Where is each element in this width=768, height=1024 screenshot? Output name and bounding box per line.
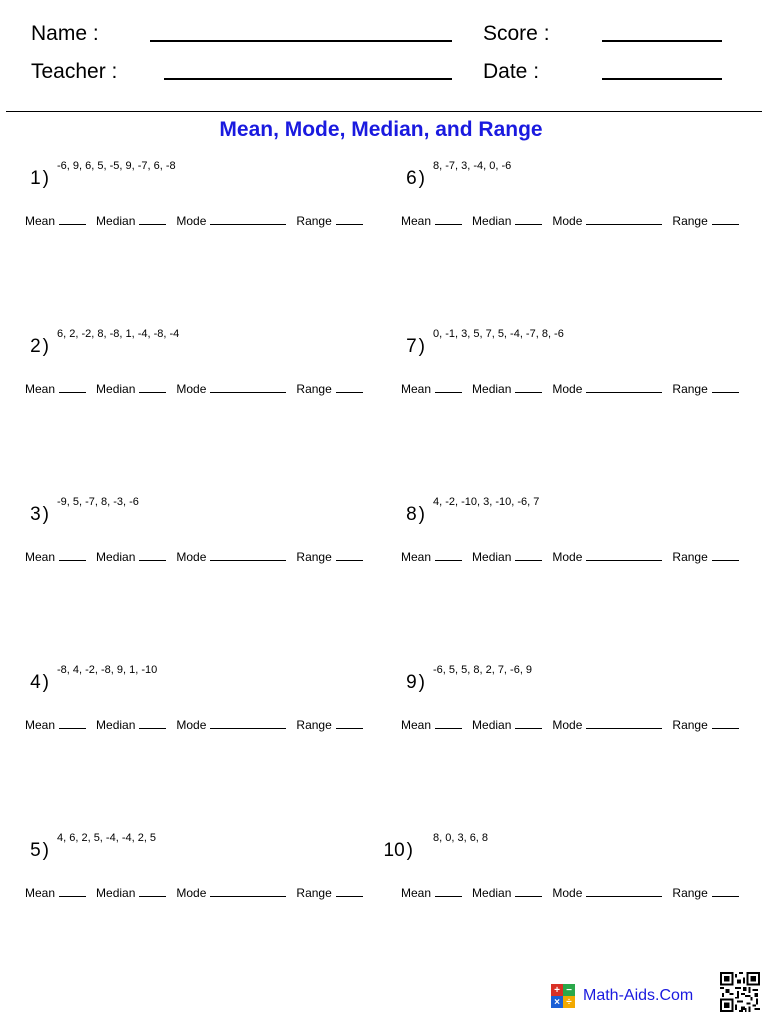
mode-answer-blank[interactable]	[586, 382, 662, 393]
mean-label: Mean	[25, 718, 56, 732]
median-label: Median	[472, 382, 512, 396]
problem-number-paren: )	[42, 840, 49, 861]
answer-row	[401, 550, 739, 564]
answer-row	[25, 382, 363, 396]
date-line[interactable]	[602, 78, 722, 80]
answer-row	[401, 382, 739, 396]
answer-row	[25, 718, 363, 732]
times-symbol: ×	[551, 996, 563, 1008]
score-label: Score :	[483, 22, 550, 45]
mean-label: Mean	[25, 550, 56, 564]
range-label: Range	[672, 382, 708, 396]
median-label: Median	[96, 886, 136, 900]
mean-answer-blank[interactable]	[59, 718, 86, 729]
problem-number	[5, 672, 49, 694]
problem-9	[401, 664, 768, 760]
median-label: Median	[96, 550, 136, 564]
problem-number	[381, 504, 425, 526]
median-label: Median	[96, 718, 136, 732]
name-label: Name :	[31, 22, 99, 45]
problem-data-set: 8, 0, 3, 6, 8	[433, 832, 489, 844]
problem-number	[381, 336, 425, 358]
mode-answer-blank[interactable]	[210, 214, 286, 225]
problem-number-value: 10	[383, 840, 405, 861]
problem-number-paren: )	[42, 504, 49, 525]
range-label: Range	[296, 886, 332, 900]
range-label: Range	[672, 886, 708, 900]
median-answer-blank[interactable]	[139, 886, 166, 897]
mode-label: Mode	[176, 214, 207, 228]
range-answer-blank[interactable]	[336, 214, 363, 225]
mode-answer-blank[interactable]	[210, 718, 286, 729]
problem-number-paren: )	[418, 504, 425, 525]
problem-number-value: 1	[30, 168, 41, 189]
median-answer-blank[interactable]	[515, 550, 542, 561]
range-answer-blank[interactable]	[712, 886, 739, 897]
teacher-label: Teacher :	[31, 60, 118, 83]
mean-answer-blank[interactable]	[435, 886, 462, 897]
problem-number-paren: )	[406, 840, 413, 861]
range-label: Range	[672, 718, 708, 732]
problem-10	[383, 832, 768, 928]
answer-row	[25, 886, 363, 900]
range-answer-blank[interactable]	[712, 214, 739, 225]
problem-6	[401, 160, 768, 256]
problem-data-set: 6, 2, -2, 8, -8, 1, -4, -8, -4	[57, 328, 180, 340]
mode-label: Mode	[552, 718, 583, 732]
mode-label: Mode	[176, 382, 207, 396]
mean-answer-blank[interactable]	[435, 718, 462, 729]
answer-row	[25, 214, 363, 228]
problem-5	[25, 832, 395, 928]
mean-label: Mean	[401, 382, 432, 396]
problem-number-paren: )	[418, 336, 425, 357]
problem-number-value: 8	[406, 504, 417, 525]
problem-number-value: 4	[30, 672, 41, 693]
header-divider	[6, 111, 762, 112]
mode-answer-blank[interactable]	[586, 214, 662, 225]
problem-data-set: -6, 9, 6, 5, -5, 9, -7, 6, -8	[57, 160, 176, 172]
problem-data-set: 8, -7, 3, -4, 0, -6	[433, 160, 512, 172]
problem-number-value: 2	[30, 336, 41, 357]
mean-label: Mean	[25, 214, 56, 228]
mode-label: Mode	[176, 718, 207, 732]
median-answer-blank[interactable]	[515, 214, 542, 225]
mean-answer-blank[interactable]	[435, 214, 462, 225]
problem-number-paren: )	[42, 336, 49, 357]
mean-answer-blank[interactable]	[59, 886, 86, 897]
range-answer-blank[interactable]	[712, 550, 739, 561]
range-answer-blank[interactable]	[336, 718, 363, 729]
problem-8	[401, 496, 768, 592]
median-answer-blank[interactable]	[515, 718, 542, 729]
range-label: Range	[672, 214, 708, 228]
mode-answer-blank[interactable]	[210, 886, 286, 897]
teacher-line[interactable]	[164, 78, 452, 80]
median-label: Median	[472, 214, 512, 228]
mean-label: Mean	[401, 718, 432, 732]
problem-number-paren: )	[418, 168, 425, 189]
problem-number	[381, 672, 425, 694]
problem-data-set: 4, -2, -10, 3, -10, -6, 7	[433, 496, 540, 508]
problem-number	[5, 336, 49, 358]
median-answer-blank[interactable]	[139, 718, 166, 729]
problem-data-set: 0, -1, 3, 5, 7, 5, -4, -7, 8, -6	[433, 328, 564, 340]
range-answer-blank[interactable]	[712, 718, 739, 729]
mean-label: Mean	[401, 886, 432, 900]
range-answer-blank[interactable]	[336, 382, 363, 393]
median-answer-blank[interactable]	[139, 550, 166, 561]
mean-answer-blank[interactable]	[435, 550, 462, 561]
mean-answer-blank[interactable]	[435, 382, 462, 393]
name-line[interactable]	[150, 40, 452, 42]
problem-number-value: 6	[406, 168, 417, 189]
range-label: Range	[672, 550, 708, 564]
range-label: Range	[296, 382, 332, 396]
problem-number-value: 7	[406, 336, 417, 357]
median-answer-blank[interactable]	[139, 382, 166, 393]
score-line[interactable]	[602, 40, 722, 42]
minus-symbol: −	[563, 984, 575, 996]
mode-label: Mode	[552, 382, 583, 396]
median-label: Median	[96, 382, 136, 396]
mode-answer-blank[interactable]	[586, 718, 662, 729]
problem-2	[25, 328, 395, 424]
median-label: Median	[472, 886, 512, 900]
mode-label: Mode	[176, 550, 207, 564]
answer-row	[25, 550, 363, 564]
problem-1	[25, 160, 395, 256]
mean-answer-blank[interactable]	[59, 214, 86, 225]
problem-number	[5, 168, 49, 190]
mode-answer-blank[interactable]	[586, 886, 662, 897]
problem-number	[5, 504, 49, 526]
footer-logo[interactable]	[551, 984, 693, 1008]
problem-number	[381, 168, 425, 190]
range-answer-blank[interactable]	[712, 382, 739, 393]
mode-label: Mode	[552, 550, 583, 564]
mode-answer-blank[interactable]	[210, 382, 286, 393]
problem-number-paren: )	[42, 168, 49, 189]
mean-label: Mean	[25, 382, 56, 396]
date-label: Date :	[483, 60, 540, 83]
mode-label: Mode	[552, 886, 583, 900]
range-answer-blank[interactable]	[336, 550, 363, 561]
mode-label: Mode	[176, 886, 207, 900]
mode-answer-blank[interactable]	[586, 550, 662, 561]
mean-answer-blank[interactable]	[59, 550, 86, 561]
problem-7	[401, 328, 768, 424]
problem-data-set: -8, 4, -2, -8, 9, 1, -10	[57, 664, 158, 676]
problem-data-set: 4, 6, 2, 5, -4, -4, 2, 5	[57, 832, 157, 844]
mean-label: Mean	[25, 886, 56, 900]
problem-4	[25, 664, 395, 760]
calculator-icon	[551, 984, 575, 1008]
problem-3	[25, 496, 395, 592]
problem-number-value: 5	[30, 840, 41, 861]
mean-answer-blank[interactable]	[59, 382, 86, 393]
problem-number	[369, 840, 413, 862]
divide-symbol: ÷	[563, 996, 575, 1008]
median-label: Median	[96, 214, 136, 228]
range-answer-blank[interactable]	[336, 886, 363, 897]
qr-code-icon	[720, 972, 760, 1012]
worksheet-title: Mean, Mode, Median, and Range	[219, 118, 543, 141]
median-answer-blank[interactable]	[515, 886, 542, 897]
mode-answer-blank[interactable]	[210, 550, 286, 561]
plus-symbol: +	[551, 984, 563, 996]
problem-data-set: -9, 5, -7, 8, -3, -6	[57, 496, 139, 508]
problem-number-paren: )	[418, 672, 425, 693]
range-label: Range	[296, 718, 332, 732]
range-label: Range	[296, 214, 332, 228]
mean-label: Mean	[401, 214, 432, 228]
problem-number-paren: )	[42, 672, 49, 693]
answer-row	[401, 886, 739, 900]
answer-row	[401, 214, 739, 228]
site-link[interactable]: Math-Aids.Com	[583, 987, 694, 1004]
median-label: Median	[472, 550, 512, 564]
range-label: Range	[296, 550, 332, 564]
median-answer-blank[interactable]	[139, 214, 166, 225]
mean-label: Mean	[401, 550, 432, 564]
mode-label: Mode	[552, 214, 583, 228]
median-answer-blank[interactable]	[515, 382, 542, 393]
problem-number-value: 9	[406, 672, 417, 693]
answer-row	[401, 718, 739, 732]
problem-number	[5, 840, 49, 862]
problem-data-set: -6, 5, 5, 8, 2, 7, -6, 9	[433, 664, 533, 676]
median-label: Median	[472, 718, 512, 732]
problem-number-value: 3	[30, 504, 41, 525]
